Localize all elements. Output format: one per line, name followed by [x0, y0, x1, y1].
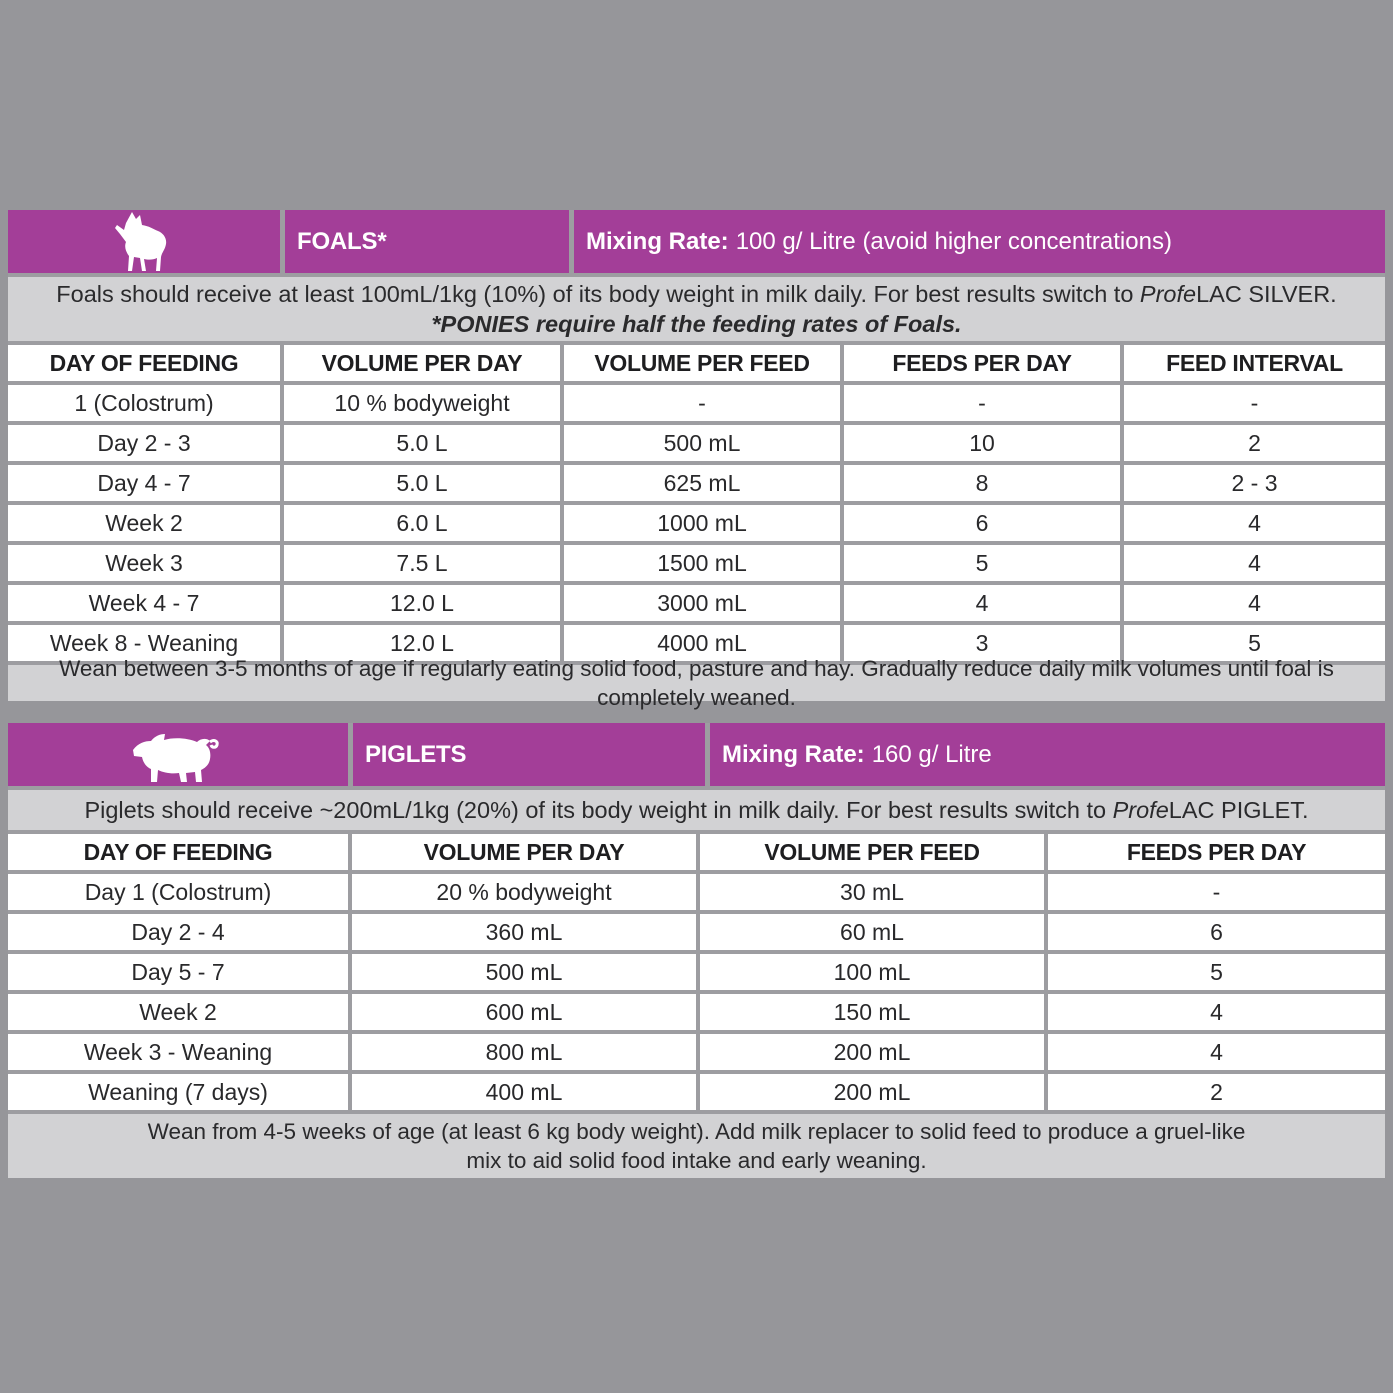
- foals-mixing-rate-label: Mixing Rate:: [586, 227, 729, 255]
- table-cell: 400 mL: [352, 1074, 696, 1110]
- piglets-section: [8, 723, 1385, 1178]
- table-cell: 4: [844, 585, 1120, 621]
- table-cell: 4: [1124, 545, 1385, 581]
- table-cell: 200 mL: [700, 1034, 1044, 1070]
- table-cell: Day 4 - 7: [8, 465, 280, 501]
- table-cell: 800 mL: [352, 1034, 696, 1070]
- piglets-header-bar: [8, 723, 1385, 786]
- foals-mixing-rate: [574, 210, 1385, 273]
- foals-note-line1: Foals should receive at least 100mL/1kg (10%) of its body weight in milk daily. For best results switch to ProfeLAC SILVER.: [56, 281, 1337, 307]
- column-header: FEED INTERVAL: [1124, 345, 1385, 381]
- table-cell: 2 - 3: [1124, 465, 1385, 501]
- table-cell: 60 mL: [700, 914, 1044, 950]
- table-cell: Week 3: [8, 545, 280, 581]
- table-cell: 500 mL: [564, 425, 840, 461]
- foals-icon-cell: [8, 210, 280, 273]
- table-cell: 8: [844, 465, 1120, 501]
- table-cell: 6.0 L: [284, 505, 560, 541]
- column-header: FEEDS PER DAY: [844, 345, 1120, 381]
- table-cell: Week 3 - Weaning: [8, 1034, 348, 1070]
- foals-table: [8, 345, 1385, 661]
- table-cell: Week 2: [8, 994, 348, 1030]
- brand-name-italic: Profe: [1112, 797, 1169, 823]
- piglets-note: [8, 790, 1385, 830]
- piglets-icon-cell: [8, 723, 348, 786]
- piglets-note-line1: Piglets should receive ~200mL/1kg (20%) of its body weight in milk daily. For best results switch to ProfeLAC PIGLET.: [84, 797, 1309, 823]
- table-cell: 5.0 L: [284, 465, 560, 501]
- table-cell: -: [1124, 385, 1385, 421]
- table-cell: Week 4 - 7: [8, 585, 280, 621]
- table-cell: -: [1048, 874, 1385, 910]
- table-cell: 360 mL: [352, 914, 696, 950]
- piglets-mixing-rate-label: Mixing Rate:: [722, 740, 865, 768]
- column-header: DAY OF FEEDING: [8, 345, 280, 381]
- column-header: VOLUME PER DAY: [284, 345, 560, 381]
- table-cell: 1 (Colostrum): [8, 385, 280, 421]
- table-cell: 30 mL: [700, 874, 1044, 910]
- table-cell: 600 mL: [352, 994, 696, 1030]
- table-cell: 20 % bodyweight: [352, 874, 696, 910]
- table-cell: 12.0 L: [284, 625, 560, 661]
- table-cell: 7.5 L: [284, 545, 560, 581]
- brand-name-italic: Profe: [1139, 281, 1197, 307]
- column-header: FEEDS PER DAY: [1048, 834, 1385, 870]
- table-cell: Day 2 - 4: [8, 914, 348, 950]
- table-cell: Week 8 - Weaning: [8, 625, 280, 661]
- table-cell: 5.0 L: [284, 425, 560, 461]
- table-cell: Day 5 - 7: [8, 954, 348, 990]
- piglets-title: PIGLETS: [353, 723, 705, 786]
- foals-note: [8, 277, 1385, 341]
- table-cell: 1500 mL: [564, 545, 840, 581]
- table-cell: 100 mL: [700, 954, 1044, 990]
- table-cell: -: [564, 385, 840, 421]
- table-cell: 5: [1048, 954, 1385, 990]
- foals-mixing-rate-value: 100 g/ Litre (avoid higher concentrations): [735, 227, 1172, 255]
- table-cell: 200 mL: [700, 1074, 1044, 1110]
- table-cell: Weaning (7 days): [8, 1074, 348, 1110]
- table-cell: 10: [844, 425, 1120, 461]
- foals-header-bar: [8, 210, 1385, 273]
- table-cell: 500 mL: [352, 954, 696, 990]
- table-cell: 5: [1124, 625, 1385, 661]
- piglets-table: [8, 834, 1385, 1110]
- table-cell: Day 2 - 3: [8, 425, 280, 461]
- table-cell: 4: [1124, 585, 1385, 621]
- table-cell: 150 mL: [700, 994, 1044, 1030]
- table-cell: 6: [844, 505, 1120, 541]
- column-header: DAY OF FEEDING: [8, 834, 348, 870]
- table-cell: Week 2: [8, 505, 280, 541]
- piglets-mixing-rate-value: 160 g/ Litre: [871, 740, 992, 768]
- foals-title: FOALS*: [285, 210, 569, 273]
- foals-section: [8, 210, 1385, 710]
- column-header: VOLUME PER DAY: [352, 834, 696, 870]
- table-cell: 4: [1048, 994, 1385, 1030]
- table-cell: 4: [1048, 1034, 1385, 1070]
- table-cell: 3: [844, 625, 1120, 661]
- column-header: VOLUME PER FEED: [564, 345, 840, 381]
- foal-icon: [105, 211, 183, 273]
- top-margin: [8, 0, 1385, 210]
- table-cell: -: [844, 385, 1120, 421]
- table-cell: 3000 mL: [564, 585, 840, 621]
- table-cell: 10 % bodyweight: [284, 385, 560, 421]
- table-cell: 2: [1048, 1074, 1385, 1110]
- pig-icon: [127, 726, 229, 784]
- column-header: VOLUME PER FEED: [700, 834, 1044, 870]
- table-cell: Day 1 (Colostrum): [8, 874, 348, 910]
- table-cell: 2: [1124, 425, 1385, 461]
- table-cell: 1000 mL: [564, 505, 840, 541]
- table-cell: 12.0 L: [284, 585, 560, 621]
- foals-note-line2: *PONIES require half the feeding rates of Foals.: [431, 311, 962, 337]
- piglets-mixing-rate: [710, 723, 1385, 786]
- foals-weaning-note: Wean between 3-5 months of age if regularly eating solid food, pasture and hay. Gradually reduce daily milk volumes until foal is completely weaned.: [8, 665, 1385, 701]
- table-cell: 625 mL: [564, 465, 840, 501]
- table-cell: 5: [844, 545, 1120, 581]
- table-cell: 4: [1124, 505, 1385, 541]
- table-cell: 6: [1048, 914, 1385, 950]
- table-cell: 4000 mL: [564, 625, 840, 661]
- piglets-weaning-note: Wean from 4-5 weeks of age (at least 6 kg body weight). Add milk replacer to solid feed to produce a gruel-like mix to aid solid food intake and early weaning.: [8, 1114, 1385, 1178]
